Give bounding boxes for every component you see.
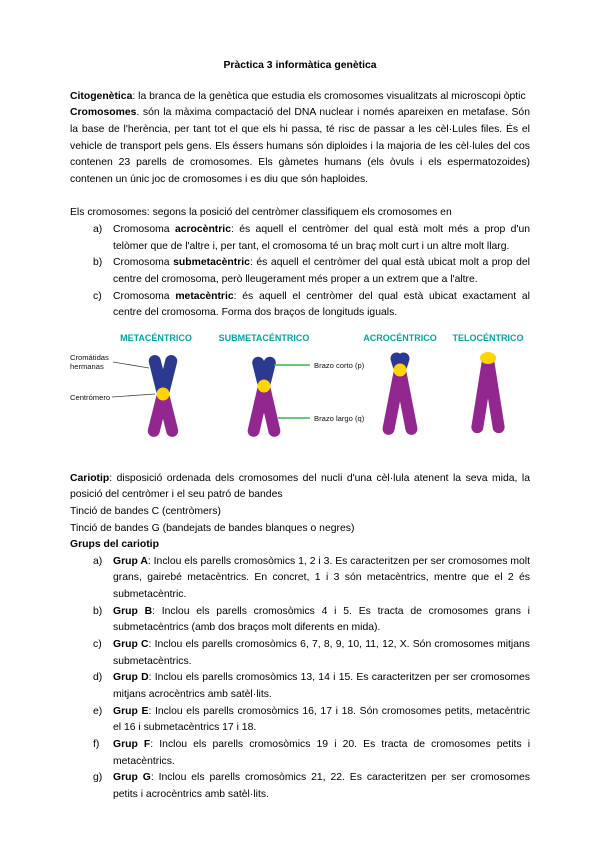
chromatids-label-line1: Cromátidas — [70, 352, 109, 362]
list-item-text: Cromosoma acrocèntric: és aquell el centròmer del qual està molt més a prop d'un telòmer que de l'altre i, per tant, el cromosoma té un braç molt curt i un altre molt llarg. — [113, 224, 530, 252]
tincio-bandes-c-line: Tinció de bandes C (centròmers) — [70, 505, 221, 517]
list-marker: a) — [93, 555, 103, 567]
intro-cromosomes-paragraph: Cromosomes. són la màxima compactació del DNA nuclear i només apareixen en metafase. Són la base de l'herència, per tant tot el que els hi passa, té risc de passar a les cèl·Lules files. És el vehicle de transport pels gens. Els éssers humans són diploides i la majoria de les cèl·lules del cos contenen 23 parells de cromosomes. Els gàmetes humans (els òvuls i els espermatozoides) contenen un únic joc de cromosomes i es diu que són haploides. — [70, 107, 530, 185]
groups-heading: Grups del cariotip — [70, 539, 159, 551]
centromere-icon — [480, 352, 496, 364]
group-item-e — [70, 704, 530, 737]
classification-item-a — [70, 222, 530, 255]
list-marker: b) — [93, 257, 103, 269]
list-item-text: Cromosoma metacèntric: és aquell el centròmer del qual està ubicat exactament al centre del cromosoma. Forma dos braços de longituds iguals. — [113, 290, 530, 319]
chromosome-types-figure — [68, 330, 530, 463]
intro-citogenetica-line: Citogenètica: la branca de la genètica que estudia els cromosomes visualitzats al microscopi òptic — [70, 90, 526, 102]
list-marker: d) — [93, 672, 103, 684]
cariotip-paragraph: Cariotip: disposició ordenada dels cromosomes del nucli d'una cèl·lula atenent la seva mida, la posició del centròmer i el seu patró de bandes — [70, 472, 530, 501]
list-marker: a) — [93, 224, 103, 236]
list-marker: g) — [93, 772, 103, 784]
group-item-b — [70, 604, 530, 637]
page-title: Pràctica 3 informàtica genètica — [223, 60, 377, 71]
list-item-text: Grup D: Inclou els parells cromosòmics 13, 14 i 15. Es caracteritzen per ser cromosomes mitjans acrocèntrics amb satèl·lits. — [113, 672, 530, 700]
list-item-text: Grup A: Inclou els parells cromosòmics 1, 2 i 3. Es caracteritzen per ser cromosomes molt grans, gairebé metacèntrics. En concret, 1 i 3 són metacèntrics, mentre que el 2 és submetacèntric. — [113, 555, 530, 601]
list-marker: e) — [93, 705, 103, 717]
list-marker: c) — [93, 639, 102, 651]
list-item-text: Grup E: Inclou els parells cromosòmics 16, 17 i 18. Són cromosomes petits, metacèntric el 16 i submetacèntrics 17 i 18. — [113, 705, 530, 734]
list-item-text: Cromosoma submetacèntric: és aquell el centròmer del qual està ubicat molt a prop del centre del cromosoma, però lleugerament més proper a un extrem que a l'altre. — [113, 257, 530, 286]
classification-item-c — [70, 289, 530, 322]
list-item-text: Grup B: Inclou els parells cromosòmics 4 i 5. Es tracta de cromosomes grans i submetacèntrics (amb dos braços molt diferents en mida). — [113, 605, 530, 634]
blank-line — [70, 188, 530, 205]
tincio-bandes-g-line: Tinció de bandes G (bandejats de bandes blanques o negres) — [70, 522, 355, 534]
list-item-text: Grup F: Inclou els parells cromosòmics 19 i 20. Es tracta de cromosomes petits i metacèntrics. — [113, 738, 530, 767]
chromatids-pointer-line — [113, 362, 149, 368]
group-item-c — [70, 637, 530, 670]
centromere-icon — [394, 363, 407, 376]
submetacentric-header: SUBMETACÉNTRICO — [218, 332, 310, 343]
centromere-label: Centrómero — [70, 392, 111, 402]
submetacentric-chromosome — [246, 355, 281, 438]
karyotype-groups-list — [70, 554, 530, 804]
telocentric-header: TELOCÉNTRICO — [452, 332, 524, 343]
group-item-a — [70, 554, 530, 604]
classification-list — [70, 222, 530, 322]
long-arm-label: Brazo largo (q) — [314, 413, 365, 423]
centromere-icon — [258, 379, 271, 392]
list-marker: f) — [93, 738, 100, 750]
list-marker: b) — [93, 605, 103, 617]
telocentric-chromosome — [470, 352, 505, 434]
classification-item-b — [70, 255, 530, 288]
acrocentric-chromosome — [382, 351, 419, 436]
chromatids-label-line2: hermanas — [70, 361, 104, 371]
group-item-g — [70, 770, 530, 803]
group-item-f — [70, 737, 530, 770]
short-arm-label: Brazo corto (p) — [314, 360, 365, 370]
acrocentric-header: ACROCÉNTRICO — [363, 332, 437, 343]
centromere-icon — [157, 387, 170, 400]
metacentric-header: METACÉNTRICO — [120, 332, 192, 343]
list-marker: c) — [93, 290, 102, 302]
classification-lead: Els cromosomes: segons la posició del centròmer classifiquem els cromosomes en — [70, 207, 452, 219]
chromosome-diagram — [68, 330, 528, 456]
group-item-d — [70, 670, 530, 703]
metacentric-chromosome — [147, 354, 180, 438]
list-item-text: Grup C: Inclou els parells cromosòmics 6, 7, 8, 9, 10, 11, 12, X. Són cromosomes mitjans submetacèntrics. — [113, 639, 530, 667]
list-item-text: Grup G: Inclou els parells cromosòmics 21, 22. Es caracteritzen per ser cromosomes petits i acrocèntrics amb satèl·lits. — [113, 772, 530, 800]
centromere-pointer-line — [112, 394, 155, 397]
